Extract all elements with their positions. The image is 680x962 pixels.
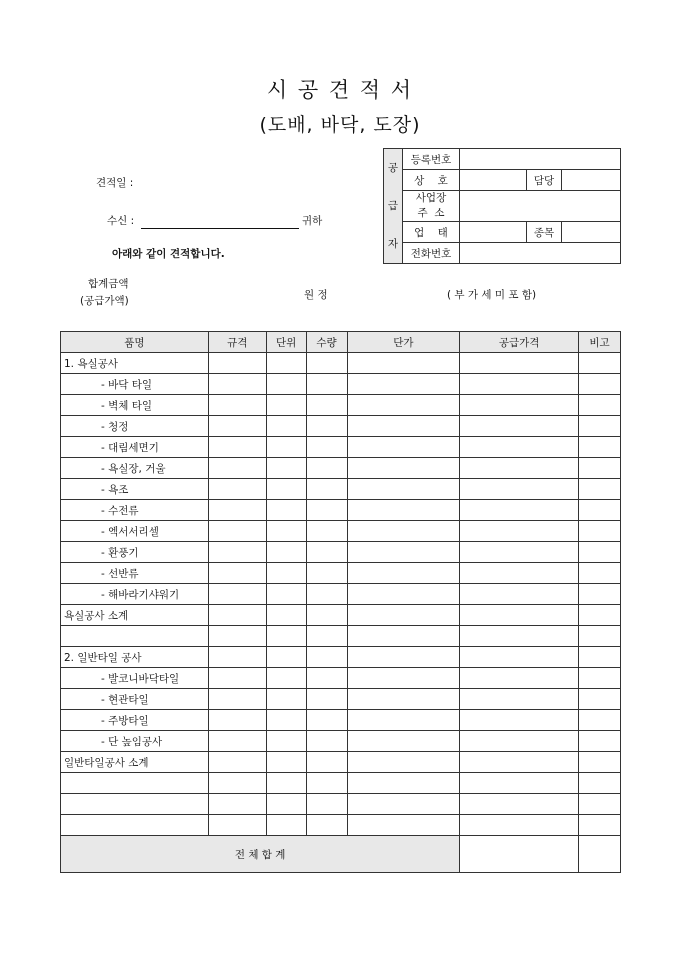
- company-label: 상 호: [403, 170, 460, 191]
- item-spec-cell[interactable]: [208, 647, 266, 668]
- item-qty-cell[interactable]: [306, 584, 347, 605]
- table-row: [61, 458, 621, 479]
- item-qty-cell[interactable]: [306, 752, 347, 773]
- item-qty-cell[interactable]: [306, 773, 347, 794]
- item-qty-cell[interactable]: [306, 605, 347, 626]
- item-spec-cell[interactable]: [208, 563, 266, 584]
- item-spec-cell[interactable]: [208, 374, 266, 395]
- item-spec-cell[interactable]: [208, 479, 266, 500]
- table-row: [61, 647, 621, 668]
- item-name-cell: 1. 욕실공사: [61, 353, 209, 374]
- item-supply-cell[interactable]: [460, 815, 579, 836]
- item-spec-cell[interactable]: [208, 773, 266, 794]
- supplier-table: [383, 148, 621, 264]
- item-unit-cell[interactable]: [266, 479, 306, 500]
- item-unit-cell[interactable]: [266, 773, 306, 794]
- phone-field[interactable]: [460, 243, 621, 264]
- recipient-label: 수신 :: [107, 215, 135, 227]
- item-unit-cell[interactable]: [266, 416, 306, 437]
- item-price-cell[interactable]: [347, 626, 460, 647]
- item-name-cell: - 대림세면기: [61, 437, 209, 458]
- item-price-cell[interactable]: [347, 605, 460, 626]
- item-spec-cell[interactable]: [208, 500, 266, 521]
- table-row: [61, 710, 621, 731]
- item-note-cell[interactable]: [579, 395, 621, 416]
- recipient-line[interactable]: [141, 228, 299, 229]
- item-spec-cell[interactable]: [208, 710, 266, 731]
- item-unit-cell[interactable]: [266, 647, 306, 668]
- item-price-cell[interactable]: [347, 395, 460, 416]
- item-qty-cell[interactable]: [306, 542, 347, 563]
- table-row: [61, 689, 621, 710]
- item-name-cell: - 엑서서리셀: [61, 521, 209, 542]
- item-unit-cell[interactable]: [266, 584, 306, 605]
- item-note-cell[interactable]: [579, 647, 621, 668]
- item-note-cell[interactable]: [579, 710, 621, 731]
- item-qty-cell[interactable]: [306, 710, 347, 731]
- item-note-cell[interactable]: [579, 353, 621, 374]
- table-row: [61, 395, 621, 416]
- item-name-cell: - 해바라기샤워기: [61, 584, 209, 605]
- item-name-cell: - 발코니바닥타일: [61, 668, 209, 689]
- document-title: 시 공 견 적 서: [266, 78, 414, 102]
- item-name-cell: - 주방타일: [61, 710, 209, 731]
- item-unit-cell[interactable]: [266, 626, 306, 647]
- header-spec: 규격: [208, 332, 266, 353]
- item-qty-cell[interactable]: [306, 668, 347, 689]
- item-unit-cell[interactable]: [266, 710, 306, 731]
- item-supply-cell[interactable]: [460, 773, 579, 794]
- header-note: 비고: [579, 332, 621, 353]
- item-spec-cell[interactable]: [208, 731, 266, 752]
- item-qty-cell[interactable]: [306, 731, 347, 752]
- statement-text: 아래와 같이 견적합니다.: [112, 248, 225, 260]
- total-row: [61, 836, 621, 873]
- table-row: [61, 437, 621, 458]
- item-note-cell[interactable]: [579, 731, 621, 752]
- item-price-cell[interactable]: [347, 731, 460, 752]
- item-spec-cell[interactable]: [208, 584, 266, 605]
- item-qty-cell[interactable]: [306, 374, 347, 395]
- item-note-cell[interactable]: [579, 374, 621, 395]
- item-note-cell[interactable]: [579, 752, 621, 773]
- item-qty-cell[interactable]: [306, 647, 347, 668]
- table-row: [61, 479, 621, 500]
- table-row: [61, 374, 621, 395]
- item-unit-cell[interactable]: [266, 689, 306, 710]
- item-unit-cell[interactable]: [266, 500, 306, 521]
- item-qty-cell[interactable]: [306, 458, 347, 479]
- item-price-cell[interactable]: [347, 668, 460, 689]
- item-unit-cell[interactable]: [266, 563, 306, 584]
- item-note-cell[interactable]: [579, 479, 621, 500]
- item-note-cell[interactable]: [579, 815, 621, 836]
- item-name-cell: - 욕조: [61, 479, 209, 500]
- item-supply-cell[interactable]: [460, 647, 579, 668]
- item-unit-cell[interactable]: [266, 437, 306, 458]
- item-spec-cell[interactable]: [208, 416, 266, 437]
- header-name: 품명: [61, 332, 209, 353]
- quote-table: [60, 331, 621, 873]
- item-note-cell[interactable]: [579, 668, 621, 689]
- item-name-cell: [61, 815, 209, 836]
- header-qty: 수량: [306, 332, 347, 353]
- item-spec-cell[interactable]: [208, 353, 266, 374]
- item-supply-cell[interactable]: [460, 689, 579, 710]
- item-supply-cell[interactable]: [460, 374, 579, 395]
- item-price-cell[interactable]: [347, 647, 460, 668]
- item-price-cell[interactable]: [347, 416, 460, 437]
- item-supply-cell[interactable]: [460, 626, 579, 647]
- item-spec-cell[interactable]: [208, 794, 266, 815]
- header-price: 단가: [347, 332, 460, 353]
- company-field[interactable]: [460, 170, 527, 191]
- item-price-cell[interactable]: [347, 500, 460, 521]
- item-supply-cell[interactable]: [460, 500, 579, 521]
- item-qty-cell[interactable]: [306, 500, 347, 521]
- item-spec-cell[interactable]: [208, 689, 266, 710]
- item-note-cell[interactable]: [579, 563, 621, 584]
- table-row: [61, 584, 621, 605]
- item-unit-cell[interactable]: [266, 605, 306, 626]
- item-unit-cell[interactable]: [266, 374, 306, 395]
- item-supply-cell[interactable]: [460, 605, 579, 626]
- phone-label: 전화번호: [403, 243, 460, 264]
- item-price-cell[interactable]: [347, 521, 460, 542]
- table-row: [61, 815, 621, 836]
- business-field[interactable]: [460, 222, 527, 243]
- business-label: 업 태: [403, 222, 460, 243]
- item-price-cell[interactable]: [347, 437, 460, 458]
- item-name-cell: - 현관타일: [61, 689, 209, 710]
- address-field[interactable]: [460, 191, 621, 222]
- item-supply-cell[interactable]: [460, 752, 579, 773]
- sum-label-1: 합계금액: [88, 278, 129, 290]
- item-note-cell[interactable]: [579, 458, 621, 479]
- item-price-cell[interactable]: [347, 689, 460, 710]
- item-unit-cell[interactable]: [266, 521, 306, 542]
- item-unit-cell[interactable]: [266, 542, 306, 563]
- item-spec-cell[interactable]: [208, 437, 266, 458]
- header-unit: 단위: [266, 332, 306, 353]
- item-unit-cell[interactable]: [266, 815, 306, 836]
- recipient-suffix: 귀하: [302, 215, 323, 227]
- item-price-cell[interactable]: [347, 815, 460, 836]
- vat-note: ( 부 가 세 미 포 함): [447, 289, 537, 301]
- table-row: [61, 731, 621, 752]
- item-name-cell: [61, 626, 209, 647]
- reg-no-label: 등록번호: [403, 149, 460, 170]
- header-supply: 공급가격: [460, 332, 579, 353]
- item-price-cell[interactable]: [347, 752, 460, 773]
- item-note-cell[interactable]: [579, 794, 621, 815]
- item-name-cell: - 청정: [61, 416, 209, 437]
- table-row: [61, 416, 621, 437]
- document-subtitle: (도배, 바닥, 도장): [259, 114, 421, 136]
- reg-no-field[interactable]: [460, 149, 621, 170]
- item-spec-cell[interactable]: [208, 605, 266, 626]
- item-supply-cell[interactable]: [460, 584, 579, 605]
- manager-label: 담당: [527, 170, 562, 191]
- total-label: 전 체 합 계: [61, 836, 460, 873]
- won-label: 원 정: [304, 289, 328, 301]
- item-supply-cell[interactable]: [460, 794, 579, 815]
- item-spec-cell[interactable]: [208, 815, 266, 836]
- item-name-cell: - 선반류: [61, 563, 209, 584]
- item-qty-cell[interactable]: [306, 563, 347, 584]
- item-supply-cell[interactable]: [460, 353, 579, 374]
- item-qty-cell[interactable]: [306, 521, 347, 542]
- item-qty-cell[interactable]: [306, 479, 347, 500]
- item-spec-cell[interactable]: [208, 458, 266, 479]
- item-unit-cell[interactable]: [266, 395, 306, 416]
- item-name-cell: - 벽체 타일: [61, 395, 209, 416]
- item-qty-cell[interactable]: [306, 353, 347, 374]
- item-supply-cell[interactable]: [460, 563, 579, 584]
- manager-field[interactable]: [562, 170, 621, 191]
- item-qty-cell[interactable]: [306, 437, 347, 458]
- item-spec-cell[interactable]: [208, 521, 266, 542]
- item-label: 종목: [527, 222, 562, 243]
- item-supply-cell[interactable]: [460, 710, 579, 731]
- item-price-cell[interactable]: [347, 542, 460, 563]
- total-note-cell[interactable]: [579, 836, 621, 873]
- item-note-cell[interactable]: [579, 773, 621, 794]
- item-qty-cell[interactable]: [306, 395, 347, 416]
- item-supply-cell[interactable]: [460, 458, 579, 479]
- date-label: 견적일 :: [96, 177, 134, 189]
- table-row: [61, 752, 621, 773]
- table-row: [61, 626, 621, 647]
- table-row: [61, 353, 621, 374]
- total-supply-cell[interactable]: [460, 836, 579, 873]
- item-note-cell[interactable]: [579, 626, 621, 647]
- item-note-cell[interactable]: [579, 605, 621, 626]
- item-price-cell[interactable]: [347, 584, 460, 605]
- supplier-side-label: 공 급 자: [384, 149, 403, 264]
- item-note-cell[interactable]: [579, 521, 621, 542]
- item-supply-cell[interactable]: [460, 521, 579, 542]
- table-row: [61, 521, 621, 542]
- item-qty-cell[interactable]: [306, 689, 347, 710]
- item-field[interactable]: [562, 222, 621, 243]
- item-qty-cell[interactable]: [306, 815, 347, 836]
- item-price-cell[interactable]: [347, 353, 460, 374]
- table-row: [61, 563, 621, 584]
- item-name-cell: - 환풍기: [61, 542, 209, 563]
- item-spec-cell[interactable]: [208, 626, 266, 647]
- item-unit-cell[interactable]: [266, 353, 306, 374]
- item-name-cell: - 욕실장, 거울: [61, 458, 209, 479]
- item-supply-cell[interactable]: [460, 668, 579, 689]
- item-name-cell: - 바닥 타일: [61, 374, 209, 395]
- item-price-cell[interactable]: [347, 794, 460, 815]
- item-supply-cell[interactable]: [460, 542, 579, 563]
- table-row: [61, 542, 621, 563]
- item-unit-cell[interactable]: [266, 731, 306, 752]
- item-price-cell[interactable]: [347, 479, 460, 500]
- item-spec-cell[interactable]: [208, 668, 266, 689]
- item-note-cell[interactable]: [579, 437, 621, 458]
- item-price-cell[interactable]: [347, 710, 460, 731]
- item-unit-cell[interactable]: [266, 458, 306, 479]
- item-note-cell[interactable]: [579, 542, 621, 563]
- item-qty-cell[interactable]: [306, 626, 347, 647]
- item-supply-cell[interactable]: [460, 437, 579, 458]
- item-note-cell[interactable]: [579, 584, 621, 605]
- item-unit-cell[interactable]: [266, 794, 306, 815]
- item-name-cell: 2. 일반타일 공사: [61, 647, 209, 668]
- item-name-cell: 일반타일공사 소계: [61, 752, 209, 773]
- table-row: [61, 605, 621, 626]
- item-price-cell[interactable]: [347, 773, 460, 794]
- item-supply-cell[interactable]: [460, 731, 579, 752]
- item-name-cell: - 단 높임공사: [61, 731, 209, 752]
- item-qty-cell[interactable]: [306, 416, 347, 437]
- item-qty-cell[interactable]: [306, 794, 347, 815]
- item-spec-cell[interactable]: [208, 542, 266, 563]
- item-note-cell[interactable]: [579, 416, 621, 437]
- table-header-row: [61, 332, 621, 353]
- item-supply-cell[interactable]: [460, 395, 579, 416]
- address-label: 사업장 주 소: [403, 191, 460, 222]
- table-row: [61, 668, 621, 689]
- item-price-cell[interactable]: [347, 374, 460, 395]
- item-supply-cell[interactable]: [460, 479, 579, 500]
- table-row: [61, 794, 621, 815]
- item-price-cell[interactable]: [347, 458, 460, 479]
- item-name-cell: 욕실공사 소계: [61, 605, 209, 626]
- item-note-cell[interactable]: [579, 689, 621, 710]
- item-price-cell[interactable]: [347, 563, 460, 584]
- item-supply-cell[interactable]: [460, 416, 579, 437]
- item-name-cell: [61, 773, 209, 794]
- item-name-cell: - 수전류: [61, 500, 209, 521]
- item-note-cell[interactable]: [579, 500, 621, 521]
- sum-label-2: (공급가액): [80, 295, 129, 307]
- item-spec-cell[interactable]: [208, 395, 266, 416]
- table-row: [61, 773, 621, 794]
- table-row: [61, 500, 621, 521]
- item-spec-cell[interactable]: [208, 752, 266, 773]
- item-name-cell: [61, 794, 209, 815]
- item-unit-cell[interactable]: [266, 668, 306, 689]
- item-unit-cell[interactable]: [266, 752, 306, 773]
